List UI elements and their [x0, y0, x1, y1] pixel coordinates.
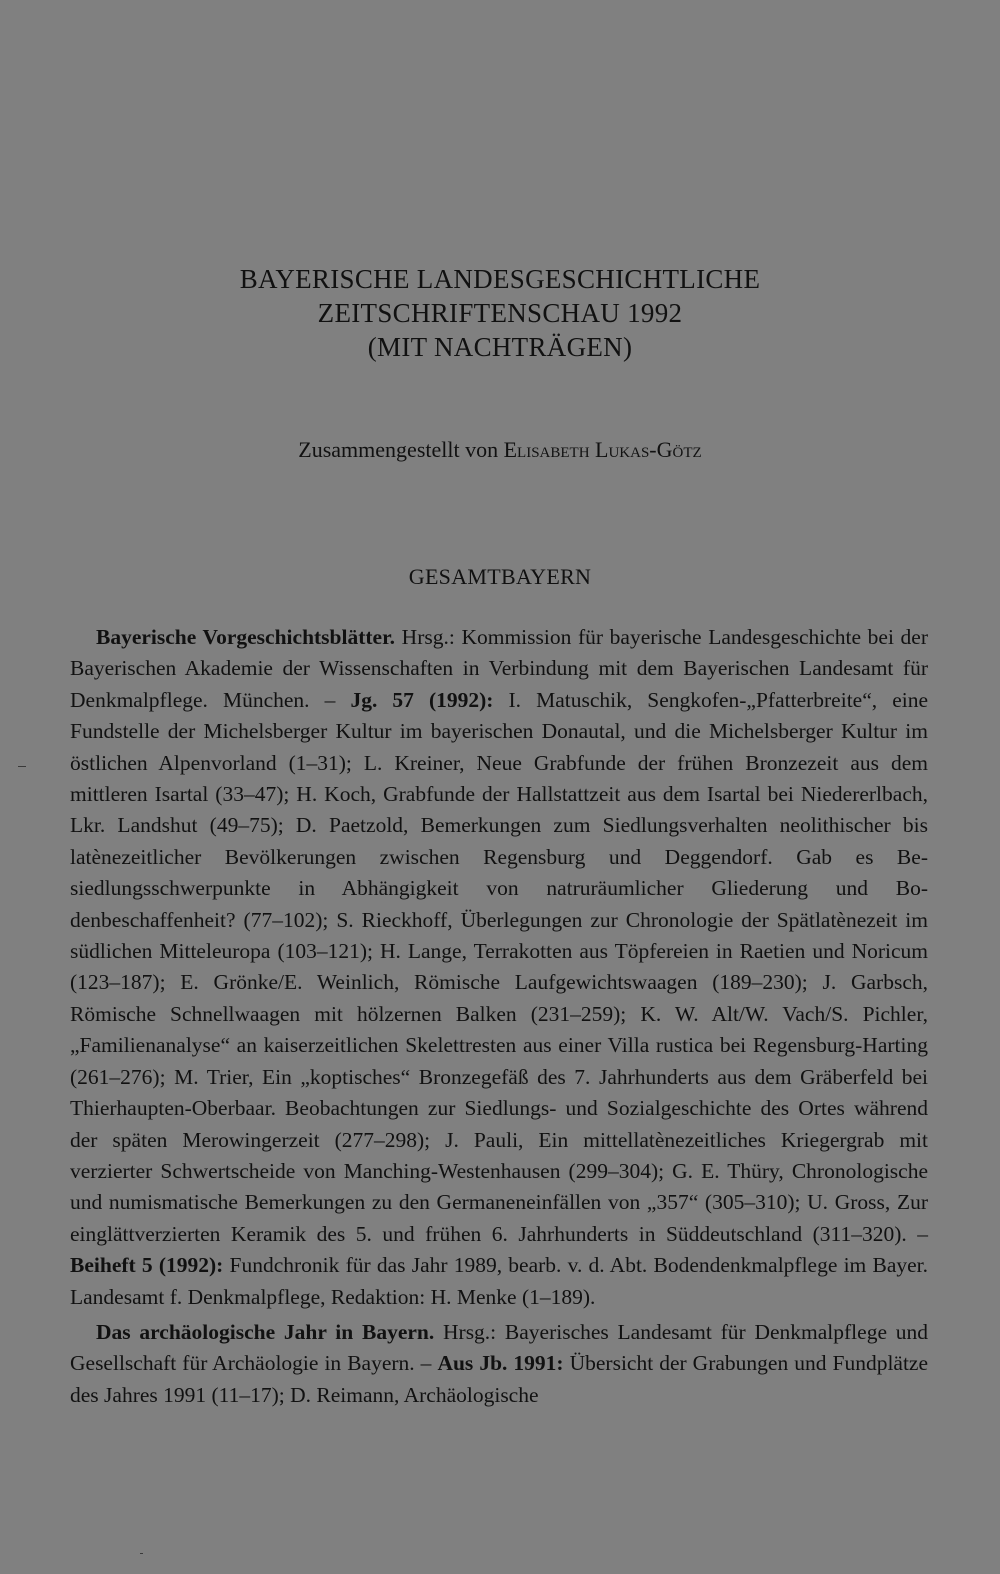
compiler-name: Elisabeth Lukas-Götz: [503, 437, 702, 462]
entry-text: Übersicht der Grabungen und Fundplätze des Jahres 1991 (11–17); D. Reimann, Archäologische: [70, 1351, 929, 1407]
journal-title: Das archäologische Jahr in Bayern.: [96, 1319, 435, 1344]
issue-label: Aus Jb. 1991:: [437, 1351, 564, 1376]
compiler-line: [0, 437, 1000, 463]
entry-text: Hrsg.: Kommission für bayerische Landesgeschichte bei der Bayerischen Akademie der Wissenschaften in Verbindung mit dem Bayerischen Landesamt für Denkmalpflege. München. –: [70, 625, 928, 712]
section-heading: GESAMTBAYERN: [408, 564, 592, 589]
entry-text: Hrsg.: Bayerisches Landesamt für Denkmalpflege und Gesellschaft für Archäologie in Bayern. –: [70, 1319, 928, 1376]
bibliography-entry: [70, 1317, 928, 1411]
issue-label: Beiheft 5 (1992):: [70, 1253, 224, 1278]
compiler-prefix: Zusammengestellt von: [298, 437, 499, 462]
scan-mark: [140, 1553, 143, 1554]
entry-text: I. Matuschik, Sengkofen-„Pfatterbreite“, eine Fundstelle der Michelsberger Kultur im bayerischen Donautal, und die Michelsberger Kultur im östlichen Alpenvorland (1–31); L. Kreiner, Neue Grabfunde der frühen Bronzezeit aus dem mittleren Isartal (33–47); H. Koch, Grabfunde der Hallstattzeit aus dem Isartal bei Niedererlbach, Lkr. Landshut (49–75); D. Paetzold, Bemerkungen zum Siedlungsverhalten neolithischer bis latènezeitlicher Bevölkerungen zwischen Regensburg und Deggendorf. Gab es Besiedlungsschwerpunkte in Abhängigkeit von natruräumlicher Gliederung und Bodenbeschaffenheit? (77–102); S. Rieckhoff, Überlegungen zur Chronologie der Spätlatènezeit im südlichen Mitteleuropa (103–121); H. Lange, Terrakotten aus Töpfereien in Raetien und Noricum (123–187); E. Grönke/E. Weinlich, Römische Laufgewichtswaagen (189–230); J. Garbsch, Römische Schnellwaagen mit hölzernen Balken (231–259); K. W. Alt/W. Vach/S. Pichler, „Familienanalyse“ an kaiserzeitlichen Skelettresten aus einer Villa rustica bei Regensburg-Harting (261–276); M. Trier, Ein „koptisches“ Bronzegefäß des 7. Jahrhunderts aus dem Gräberfeld bei Thierhaupten-Oberbaar. Beobachtungen zur Siedlungs- und Sozialgeschichte des Ortes während der späten Merowingerzeit (277–298); J. Pauli, Ein mittellatènezeitliches Kriegergrab mit verzierter Schwertscheide von Manching-Westenhausen (299–304); G. E. Thüry, Chronologische und numismatische Bemerkungen zu den Germaneneinfällen von „357“ (305–310); U. Gross, Zur einglättverzierten Keramik des 5. und frühen 6. Jahrhunderts in Süddeutschland (311–320). –: [70, 687, 929, 1246]
document-title: [0, 262, 1000, 364]
title-line: ZEITSCHRIFTENSCHAU 1992: [317, 298, 683, 328]
bibliography-entry: [70, 622, 928, 1313]
title-line: (MIT NACHTRÄGEN): [367, 332, 633, 362]
issue-label: Jg. 57 (1992):: [350, 687, 494, 712]
title-line: BAYERISCHE LANDESGESCHICHTLICHE: [239, 264, 761, 294]
bibliography-body: [70, 622, 928, 1411]
scan-mark: [18, 766, 26, 767]
entry-text: Fundchronik für das Jahr 1989, bearb. v. d. Abt. Bodendenkmalpflege im Bayer. Landesamt f. Denkmalpflege, Redaktion: H. Menke (1–189).: [70, 1253, 929, 1309]
journal-title: Bayerische Vorgeschichtsblätter.: [96, 625, 396, 649]
